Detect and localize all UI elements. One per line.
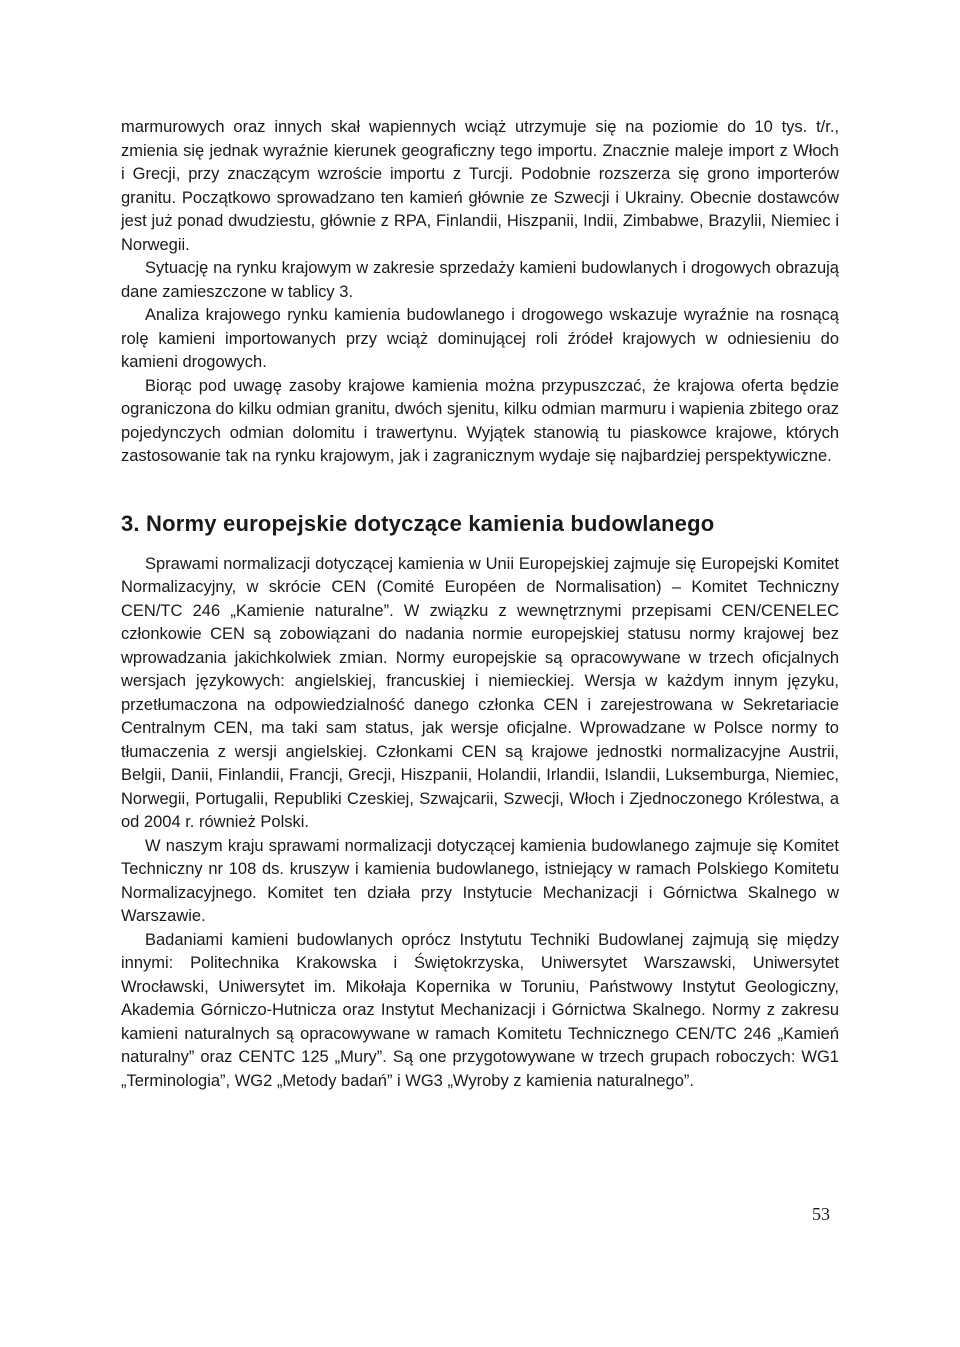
paragraph-polish-committee: W naszym kraju sprawami normalizacji dotyczącej kamienia budowlanego zajmuje się Komitet Techniczny nr 108 ds. kruszyw i kamienia budowlanego, istniejący w ramach Polskiego Komitetu Normalizacyjnego. Komitet ten działa przy Instytucie Mechanizacji i Górnictwa Skalnego w Warszawie. <box>121 836 839 925</box>
paragraph-import-continuation: marmurowych oraz innych skał wapiennych wciąż utrzymuje się na poziomie do 10 tys. t/r., zmienia się jednak wyraźnie kierunek geograficzny tego importu. Znacznie maleje import z Włoch i Grecji, przy znaczącym wzroście importu z Turcji. Podobnie rozszerza się grono importerów granitu. Początkowo sprowadzano ten kamień głównie ze Szwecji i Ukrainy. Obecnie dostawców jest już ponad dwudziestu, głównie z RPA, Finlandii, Hiszpanii, Indii, Zimbabwe, Brazylii, Niemiec i Norwegii. <box>121 118 839 254</box>
paragraph-domestic-resources: Biorąc pod uwagę zasoby krajowe kamienia można przypuszczać, że krajowa oferta będzie ograniczona do kilku odmian granitu, dwóch sjenitu, kilku odmian marmuru i wapienia zbitego oraz pojedynczych odmian dolomitu i trawertynu. Wyjątek stanowią tu piaskowce krajowe, których zastosowanie tak na rynku krajowym, jak i zagranicznym wydaje się najbardziej perspektywiczne. <box>121 376 839 465</box>
paragraph-cen-standardization: Sprawami normalizacji dotyczącej kamienia w Unii Europejskiej zajmuje się Europejski Komitet Normalizacyjny, w skrócie CEN (Comité Européen de Normalisation) – Komitet Techniczny CEN/TC 246 „Kamienie naturalne”. W związku z wewnętrznymi przepisami CEN/CENELEC członkowie CEN są zobowiązani do nadania normie europejskiej statusu normy krajowej bez wprowadzania jakichkolwiek zmian. Normy europejskie są opracowywane w trzech oficjalnych wersjach językowych: angielskiej, francuskiej i niemieckiej. Wersja w każdym innym języku, przetłumaczona na odpowiedzialność danego członka CEN i zarejestrowana w Sekretariacie Centralnym CEN, ma taki sam status, jak wersje oficjalne. Wprowadzane w Polsce normy to tłumaczenia z wersji angielskiej. Członkami CEN są krajowe jednostki normalizacyjne Austrii, Belgii, Danii, Finlandii, Francji, Grecji, Hiszpanii, Holandii, Irlandii, Islandii, Luksemburga, Niemiec, Norwegii, Portugalii, Republiki Czeskiej, Szwajcarii, Szwecji, Włoch i Zjednoczonego Królestwa, a od 2004 r. również Polski. <box>121 554 839 831</box>
page-body <box>121 116 839 1093</box>
paragraph-market-situation: Sytuację na rynku krajowym w zakresie sprzedaży kamieni budowlanych i drogowych obrazują dane zamieszczone w tablicy 3. <box>121 259 839 301</box>
paragraph-research-institutions: Badaniami kamieni budowlanych oprócz Instytutu Techniki Budowlanej zajmują się między innymi: Politechnika Krakowska i Świętokrzyska, Uniwersytet Warszawski, Uniwersytet Wrocławski, Uniwersytet im. Mikołaja Kopernika w Toruniu, Państwowy Instytut Geologiczny, Akademia Górniczo-Hutnicza oraz Instytut Mechanizacji i Górnictwa Skalnego. Normy z zakresu kamieni naturalnych są opracowywane w ramach Komitetu Technicznego CEN/TC 246 „Kamień naturalny” oraz CENTC 125 „Mury”. Są one przygotowywane w trzech grupach roboczych: WG1 „Terminologia”, WG2 „Metody badań” i WG3 „Wyroby z kamienia naturalnego”. <box>121 930 839 1090</box>
page-number: 53 <box>812 1204 830 1224</box>
paragraph-market-analysis: Analiza krajowego rynku kamienia budowlanego i drogowego wskazuje wyraźnie na rosnącą rolę kamieni importowanych przy wciąż dominującej roli źródeł krajowych w odniesieniu do kamieni drogowych. <box>121 306 839 371</box>
section-heading: 3. Normy europejskie dotyczące kamienia budowlanego <box>121 510 715 536</box>
